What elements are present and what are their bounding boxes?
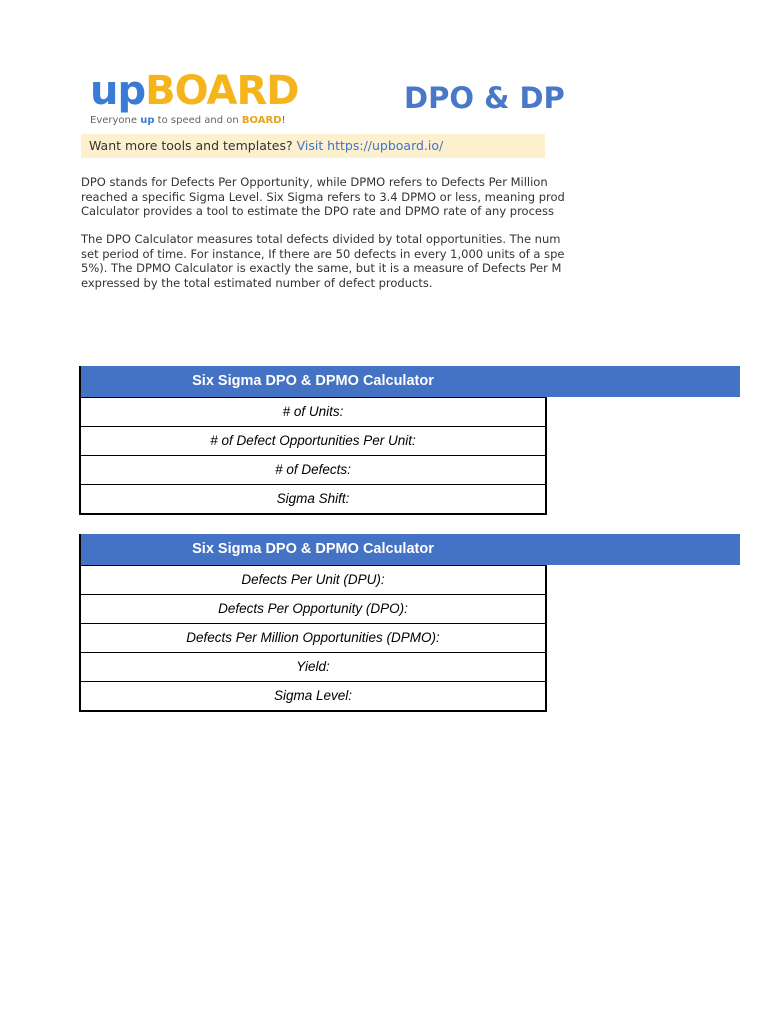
tagline-part-2: to speed and on bbox=[154, 115, 242, 126]
description-paragraph-2 bbox=[81, 232, 565, 290]
input-row-opportunities: # of Defect Opportunities Per Unit: bbox=[81, 426, 547, 455]
promo-banner bbox=[81, 134, 545, 158]
upboard-logo bbox=[90, 68, 300, 132]
page-title: DPO & DP bbox=[404, 81, 565, 115]
input-row-sigma-shift: Sigma Shift: bbox=[81, 484, 547, 515]
output-calculator-table bbox=[79, 534, 740, 712]
logo-board-text: BOARD bbox=[145, 68, 299, 114]
logo-wordmark bbox=[90, 68, 300, 114]
output-calculator-header bbox=[81, 534, 740, 565]
input-row-defects: # of Defects: bbox=[81, 455, 547, 484]
output-row-dpo: Defects Per Opportunity (DPO): bbox=[81, 594, 547, 623]
input-calculator-table bbox=[79, 366, 740, 515]
tagline-part-1: Everyone bbox=[90, 115, 141, 126]
input-row-units: # of Units: bbox=[81, 397, 547, 426]
input-calculator-title: Six Sigma DPO & DPMO Calculator bbox=[192, 373, 434, 389]
tagline-part-3: ! bbox=[281, 115, 286, 126]
output-calculator-title: Six Sigma DPO & DPMO Calculator bbox=[192, 541, 434, 557]
description-line: reached a specific Sigma Level. Six Sigma refers to 3.4 DPMO or less, meaning prod bbox=[81, 189, 565, 204]
description-paragraph-1 bbox=[81, 175, 565, 219]
tagline-up: up bbox=[140, 115, 155, 126]
output-row-dpu: Defects Per Unit (DPU): bbox=[81, 565, 547, 594]
description-line: 5%). The DPMO Calculator is exactly the same, but it is a measure of Defects Per M bbox=[81, 261, 562, 275]
description-line: set period of time. For instance, If there are 50 defects in every 1,000 units of a spe bbox=[81, 246, 565, 261]
logo-up-text: up bbox=[90, 68, 146, 114]
description-line: DPO stands for Defects Per Opportunity, while DPMO refers to Defects Per Million bbox=[81, 175, 548, 189]
input-calculator-header bbox=[81, 366, 740, 397]
output-row-yield: Yield: bbox=[81, 652, 547, 681]
output-row-dpmo: Defects Per Million Opportunities (DPMO): bbox=[81, 623, 547, 652]
description-line: expressed by the total estimated number of defect products. bbox=[81, 275, 433, 290]
tagline-board: BOARD bbox=[241, 115, 282, 126]
promo-link[interactable]: Visit https://upboard.io/ bbox=[296, 138, 444, 153]
output-row-sigma-level: Sigma Level: bbox=[81, 681, 547, 712]
promo-text: Want more tools and templates? bbox=[89, 138, 293, 153]
description-line: The DPO Calculator measures total defects divided by total opportunities. The num bbox=[81, 232, 561, 246]
description-line: Calculator provides a tool to estimate the DPO rate and DPMO rate of any process bbox=[81, 204, 554, 218]
logo-tagline bbox=[90, 114, 300, 128]
